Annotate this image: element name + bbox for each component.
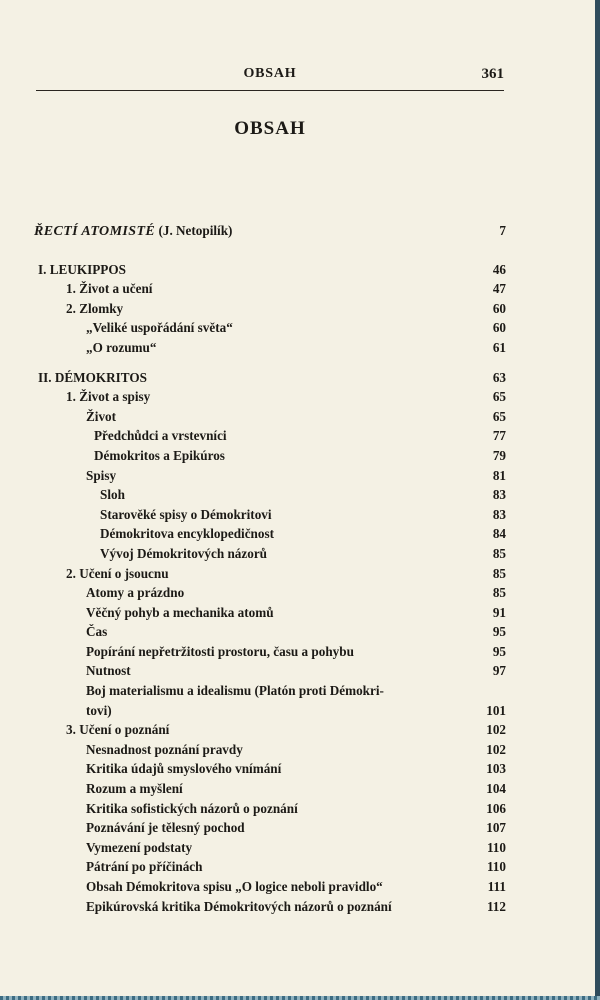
toc-entry[interactable] <box>34 779 506 799</box>
toc-entry-text: 1. Život a spisy <box>66 389 151 405</box>
toc-entry[interactable] <box>34 446 506 466</box>
toc-entry[interactable] <box>34 505 506 525</box>
toc-entry-text: Démokritos a Epikúros <box>94 447 225 463</box>
toc-entry-text: „O rozumu“ <box>86 339 157 355</box>
toc-entry-text: Sloh <box>100 487 125 503</box>
toc-entry-text: Démokritova encyklopedičnost <box>100 526 274 542</box>
toc-entry[interactable] <box>34 720 506 740</box>
toc-page-number: 95 <box>492 643 506 659</box>
running-title: OBSAH <box>243 66 297 81</box>
toc-entry[interactable] <box>34 818 506 838</box>
toc-page-number: 7 <box>499 223 506 238</box>
header-rule <box>36 90 504 91</box>
toc-page-number: 95 <box>492 624 506 640</box>
toc-page-number: 81 <box>492 467 506 483</box>
toc-entry-text: II. DÉMOKRITOS <box>38 369 147 385</box>
toc-entry[interactable] <box>34 897 506 917</box>
toc-entry-greek-atomists[interactable] <box>34 221 506 241</box>
toc-entry[interactable] <box>34 544 506 564</box>
toc-page-number: 83 <box>492 487 506 503</box>
toc-page-number: 46 <box>492 261 506 277</box>
page-title: OBSAH <box>234 118 306 139</box>
page-edge <box>595 0 600 1000</box>
toc-entry[interactable] <box>34 603 506 623</box>
toc-entry[interactable] <box>34 426 506 446</box>
toc-entry-text: Vymezení podstaty <box>86 839 193 855</box>
toc-entry-text: Poznávání je tělesný pochod <box>86 820 245 836</box>
toc-page-number: 103 <box>486 761 506 777</box>
toc-entry[interactable] <box>34 485 506 505</box>
toc-entry-text: Rozum a myšlení <box>86 781 183 797</box>
toc-entry[interactable] <box>34 740 506 760</box>
toc-entry-text: Vývoj Démokritových názorů <box>100 545 268 561</box>
toc-entry-text: 2. Zlomky <box>66 300 124 316</box>
toc-entry-text: Čas <box>86 624 108 640</box>
toc-page-number: 65 <box>492 389 506 405</box>
toc-entry[interactable] <box>34 877 506 897</box>
toc-entry-text: Obsah Démokritova spisu „O logice neboli pravidlo“ <box>86 879 383 894</box>
toc-page-number: 102 <box>486 741 506 757</box>
toc-page-number: 107 <box>486 820 506 836</box>
toc-entry[interactable] <box>34 583 506 603</box>
toc-page-number: 65 <box>492 408 506 424</box>
toc-entry-text: tovi) <box>86 702 112 718</box>
toc-page-number: 60 <box>492 300 506 316</box>
toc-entry-text: I. LEUKIPPOS <box>38 261 126 277</box>
toc-entry[interactable] <box>34 387 506 407</box>
toc-page-number: 47 <box>492 281 506 297</box>
toc-page-number: 102 <box>486 722 506 738</box>
toc-entry[interactable] <box>34 466 506 486</box>
toc-entry[interactable] <box>34 838 506 858</box>
toc-page-number: 110 <box>486 839 506 855</box>
toc-entry[interactable] <box>34 759 506 779</box>
toc-section-title: ŘECTÍ ATOMISTÉ <box>34 224 156 239</box>
toc-entry-text: Boj materialismu a idealismu (Platón proti Démokri- <box>86 683 384 699</box>
toc-entry-text: Spisy <box>86 467 117 483</box>
toc-entry-demokritos[interactable] <box>34 368 506 388</box>
toc-entry-text: „Veliké uspořádání světa“ <box>86 320 233 336</box>
toc-entry-text: Popírání nepřetržitosti prostoru, času a pohybu <box>86 643 354 659</box>
toc-entry[interactable] <box>34 564 506 584</box>
toc-page-number: 60 <box>492 320 506 336</box>
toc-entry-text: Pátrání po příčinách <box>86 859 203 875</box>
toc-entry-text: Epikúrovská kritika Démokritových názorů o poznání <box>86 898 392 914</box>
toc-entry[interactable] <box>34 642 506 662</box>
toc-page-number: 106 <box>486 800 506 816</box>
toc-entry[interactable] <box>34 524 506 544</box>
toc-entry-text: Nesnadnost poznání pravdy <box>86 741 243 757</box>
toc-page-number: 91 <box>492 604 506 620</box>
toc-entry[interactable] <box>34 661 506 681</box>
toc-entry[interactable] <box>34 681 506 701</box>
page-number: 361 <box>481 66 504 82</box>
toc-page-number: 85 <box>492 545 506 561</box>
toc-page-number: 63 <box>492 369 506 385</box>
toc-page-number: 112 <box>486 898 506 914</box>
toc-entry-leukippos[interactable] <box>34 260 506 280</box>
toc-entry-text: Kritika údajů smyslového vnímání <box>86 761 282 777</box>
toc-author: (J. Netopilík) <box>158 223 233 238</box>
toc-entry[interactable] <box>34 279 506 299</box>
toc-page-number: 77 <box>492 428 506 444</box>
toc-entry-text: Nutnost <box>86 663 131 679</box>
running-head <box>36 66 504 86</box>
toc-entry-continuation[interactable] <box>34 701 506 721</box>
toc-entry[interactable] <box>34 318 506 338</box>
toc-entry[interactable] <box>34 857 506 877</box>
toc-entry-text: Věčný pohyb a mechanika atomů <box>86 604 274 620</box>
toc-entry-text: 1. Život a učení <box>66 281 153 297</box>
toc-page-number: 61 <box>492 339 506 355</box>
toc-page-number: 85 <box>492 585 506 601</box>
toc-page-number: 111 <box>487 879 506 894</box>
toc-entry-text: Život <box>86 408 117 424</box>
toc-entry-text: Starověké spisy o Démokritovi <box>100 506 272 522</box>
toc-entry[interactable] <box>34 299 506 319</box>
toc-page-number: 84 <box>492 526 506 542</box>
toc-entry[interactable] <box>34 622 506 642</box>
toc-page-number: 97 <box>492 663 506 679</box>
toc-entry-text: Kritika sofistických názorů o poznání <box>86 800 298 816</box>
toc-page-number: 79 <box>492 447 506 463</box>
table-of-contents <box>34 221 506 916</box>
toc-entry[interactable] <box>34 338 506 358</box>
toc-entry[interactable] <box>34 407 506 427</box>
toc-entry-text: 3. Učení o poznání <box>66 722 170 738</box>
toc-entry-text: 2. Učení o jsoucnu <box>66 565 169 581</box>
page-bottom-edge <box>0 996 600 1000</box>
toc-page-number: 101 <box>486 702 506 718</box>
toc-entry-text: Atomy a prázdno <box>86 585 185 601</box>
toc-page-number: 83 <box>492 506 506 522</box>
toc-page-number: 104 <box>486 781 506 797</box>
toc-entry-text: Předchůdci a vrstevníci <box>94 428 227 444</box>
toc-entry[interactable] <box>34 799 506 819</box>
toc-page-number: 110 <box>486 859 506 875</box>
toc-page-number: 85 <box>492 565 506 581</box>
